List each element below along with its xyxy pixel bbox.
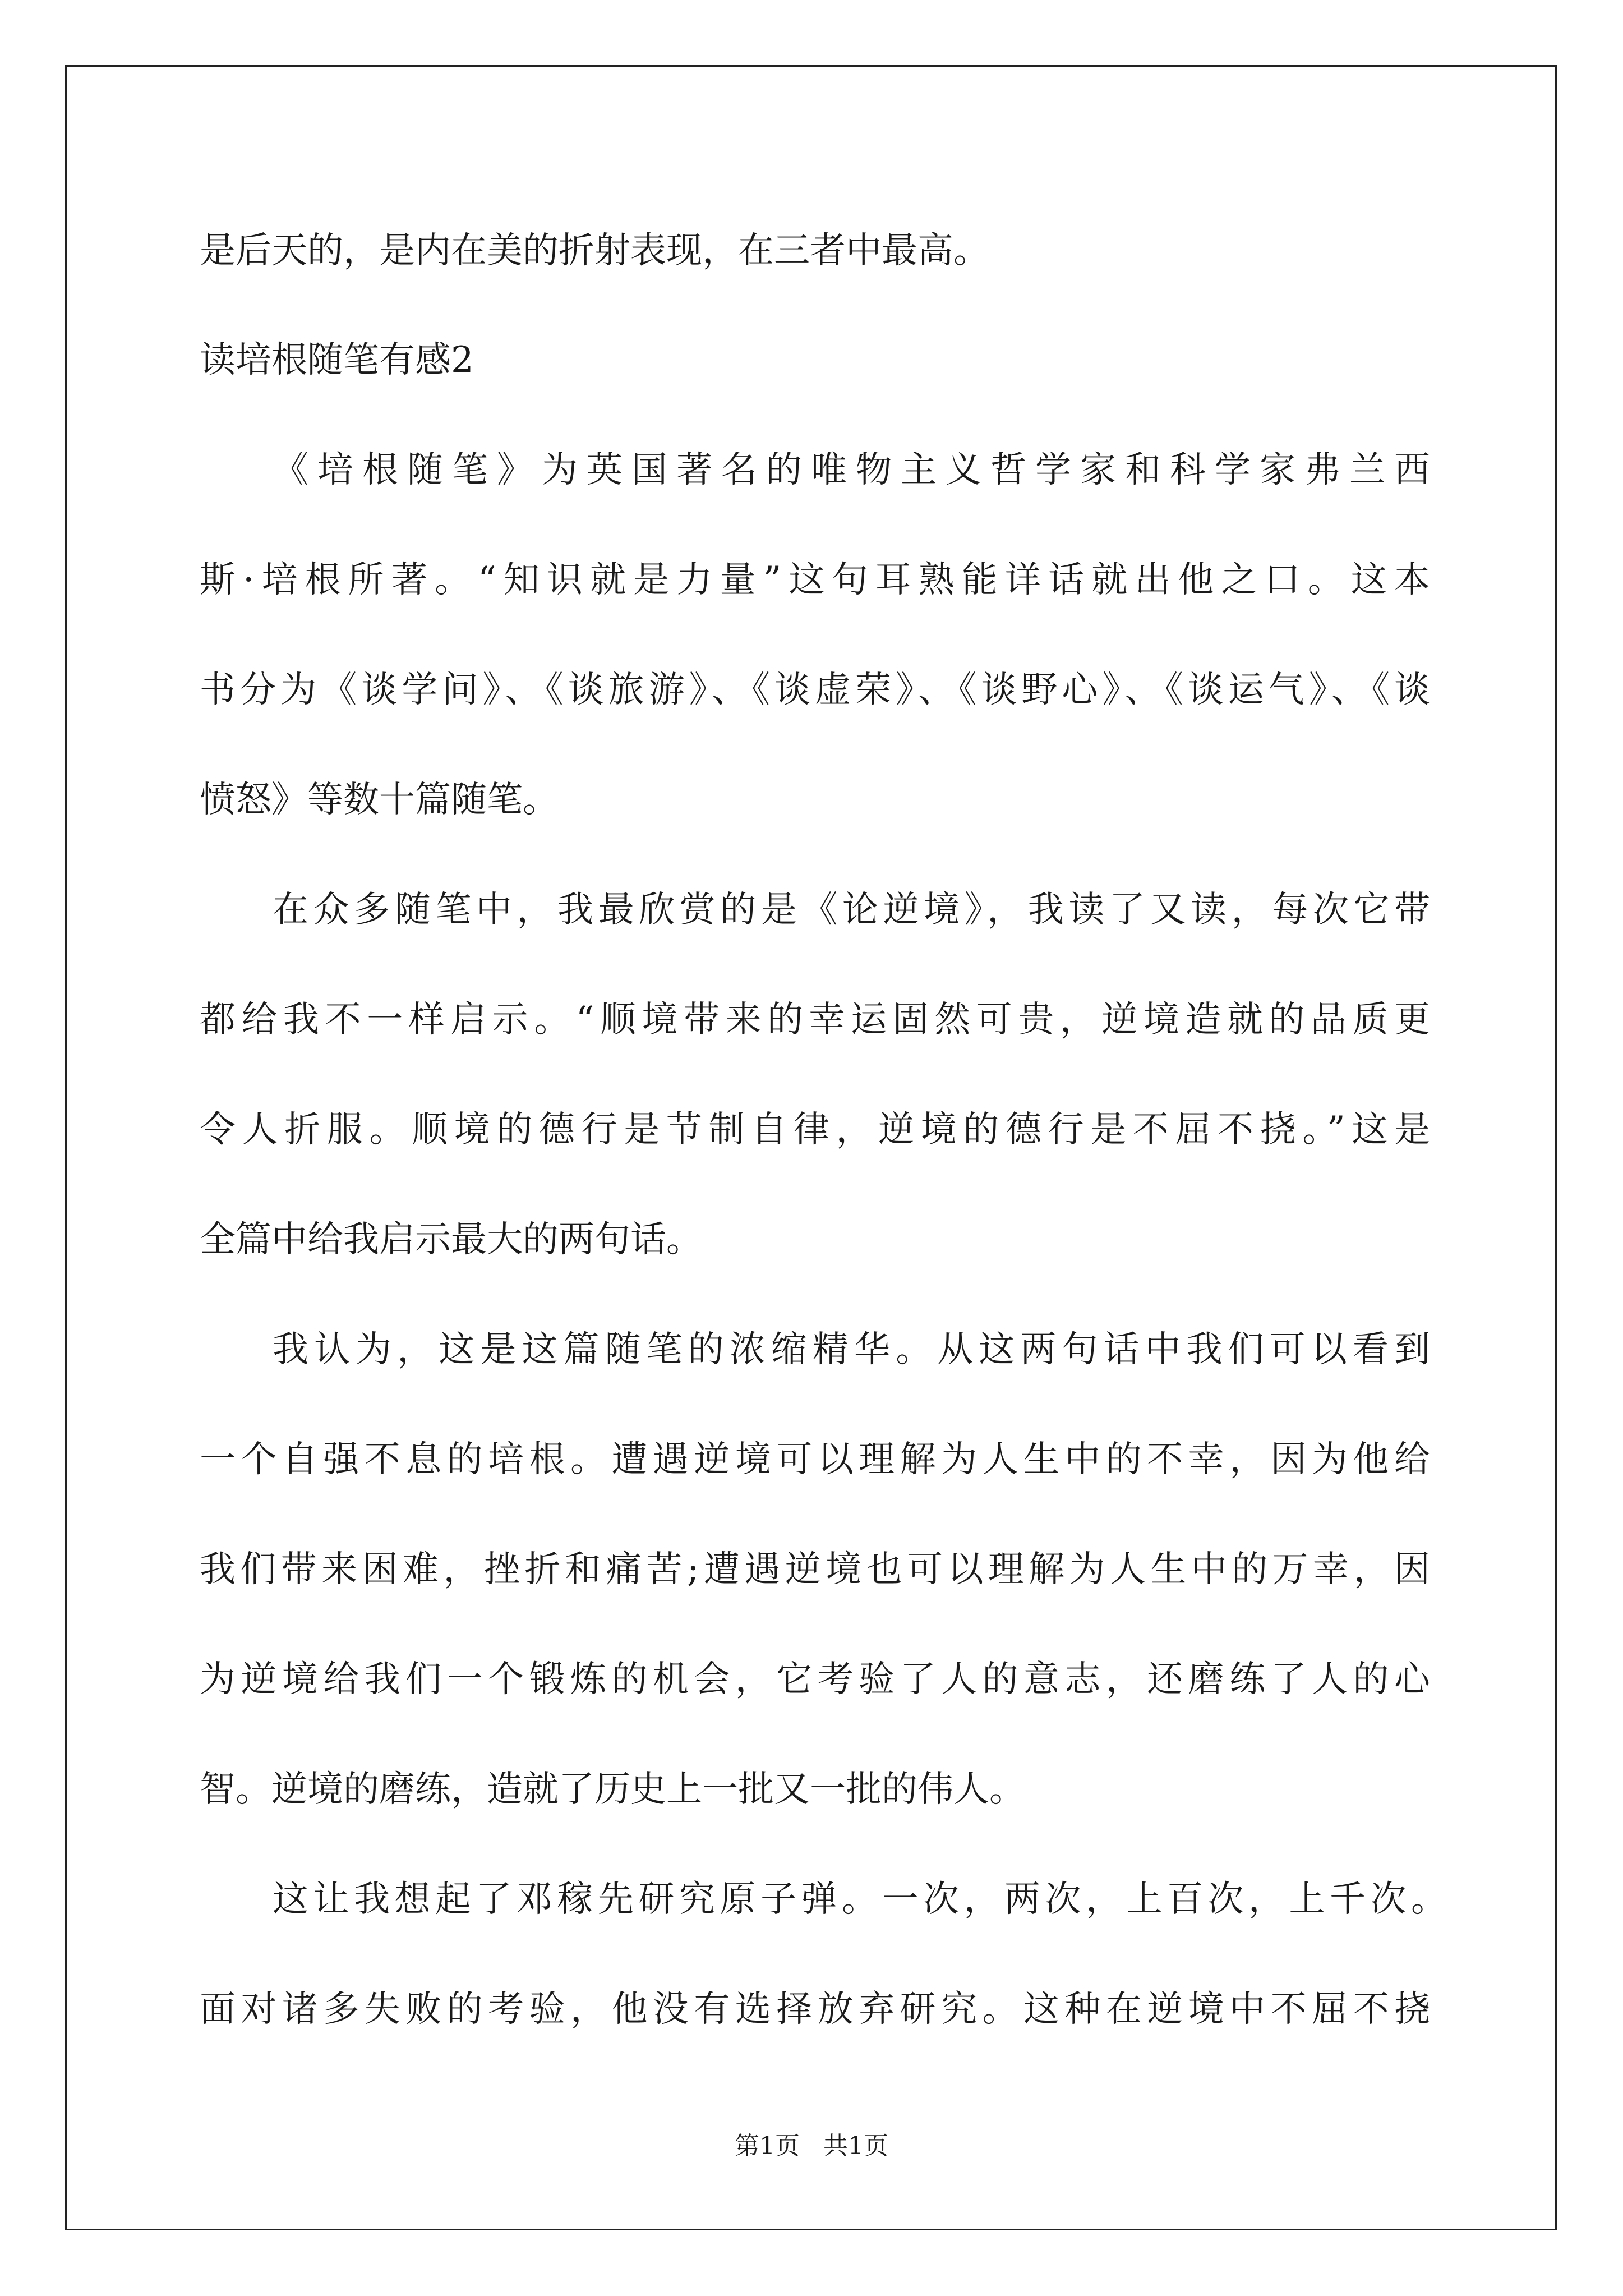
text-line-8: 都给我不一样启示。“顺境带来的幸运固然可贵，逆境造就的品质更 <box>200 999 1430 1041</box>
text-line-1: 是后天的，是内在美的折射表现，在三者中最高。 <box>200 230 989 272</box>
text-line-10: 全篇中给我启示最大的两句话。 <box>200 1219 702 1260</box>
page-number-footer: 第1页 共1页 <box>735 2132 888 2160</box>
section-heading: 读培根随笔有感2 <box>200 339 474 381</box>
text-line-3: 《培根随笔》为英国著名的唯物主义哲学家和科学家弗兰西 <box>273 449 1430 491</box>
text-line-7: 在众多随笔中，我最欣赏的是《论逆境》，我读了又读，每次它带 <box>273 889 1430 931</box>
text-line-16: 这让我想起了邓稼先研究原子弹。一次，两次，上百次，上千次。 <box>273 1879 1447 1920</box>
text-line-17: 面对诸多失败的考验，他没有选择放弃研究。这种在逆境中不屈不挠 <box>200 1989 1430 2030</box>
text-line-13: 我们带来困难，挫折和痛苦;遭遇逆境也可以理解为人生中的万幸，因 <box>200 1549 1430 1590</box>
text-line-12: 一个自强不息的培根。遭遇逆境可以理解为人生中的不幸，因为他给 <box>200 1439 1430 1480</box>
text-line-4: 斯·培根所著。“知识就是力量”这句耳熟能详话就出他之口。这本 <box>200 559 1430 601</box>
text-line-14: 为逆境给我们一个锻炼的机会，它考验了人的意志，还磨练了人的心 <box>200 1659 1430 1700</box>
text-line-9: 令人折服。顺境的德行是节制自律，逆境的德行是不屈不挠。”这是 <box>200 1109 1430 1151</box>
text-line-6: 愤怒》等数十篇随笔。 <box>200 779 559 821</box>
text-line-15: 智。逆境的磨练，造就了历史上一批又一批的伟人。 <box>200 1769 1025 1810</box>
text-line-5: 书分为《谈学问》、《谈旅游》、《谈虚荣》、《谈野心》、《谈运气》、《谈 <box>200 669 1430 711</box>
text-line-11: 我认为，这是这篇随笔的浓缩精华。从这两句话中我们可以看到 <box>273 1329 1430 1370</box>
